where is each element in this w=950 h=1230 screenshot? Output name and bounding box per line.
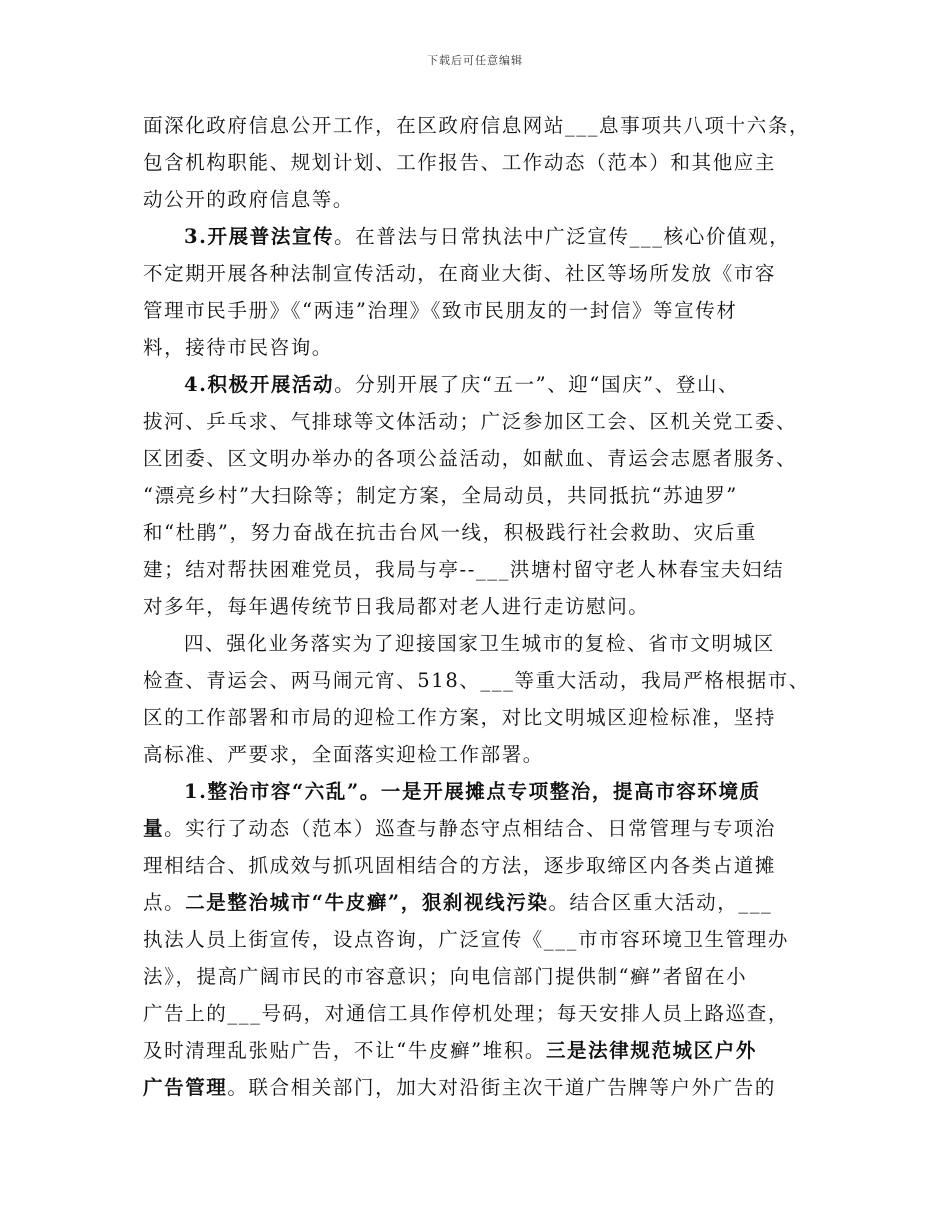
- text-line: [143, 218, 823, 255]
- page-header-note: 下载后可任意编辑: [427, 54, 523, 67]
- text-segment: 执法人员上街宣传，设点咨询，广泛宣传《___市市容环境卫生管理办: [143, 928, 789, 951]
- text-line: [143, 625, 823, 662]
- text-line: [143, 107, 823, 144]
- text-line: [143, 847, 823, 884]
- text-line: [143, 551, 823, 588]
- text-segment: 理相结合、抓成效与抓巩固相结合的方法，逐步取缔区内各类占道摊: [143, 854, 777, 877]
- text-segment: 广告上的___号码，对通信工具作停机处理；每天安排人员上路巡查，: [143, 1002, 789, 1025]
- text-line: [143, 810, 823, 847]
- text-segment: 。结合区重大活动，___: [548, 891, 773, 914]
- text-segment: 。实行了动态（范本）巡查与静态守点相结合、日常管理与专项治: [164, 817, 777, 840]
- text-segment: 四、强化业务落实为了迎接国家卫生城市的复检、省市文明城区: [184, 632, 775, 655]
- text-line: [143, 736, 823, 773]
- text-line: [143, 292, 823, 329]
- document-body: [143, 107, 823, 1106]
- text-line: [143, 773, 823, 810]
- bold-text-segment: 4.积极开展活动: [184, 373, 335, 396]
- text-segment: 。在普法与日常执法中广泛宣传___核心价值观，: [334, 225, 791, 248]
- text-line: [143, 440, 823, 477]
- bold-text-segment: 3.开展普法宣传: [184, 225, 335, 248]
- bold-text-segment: 量: [143, 817, 165, 840]
- text-segment: 。分别开展了庆“五一”、迎“国庆”、登山、: [334, 373, 740, 396]
- text-segment: 和“杜鹃”，努力奋战在抗击台风一线，积极践行社会救助、灾后重: [143, 521, 757, 544]
- text-segment: 面深化政府信息公开工作，在区政府信息网站___息事项共八项十六条，: [143, 114, 811, 137]
- text-segment: 建；结对帮扶困难党员，我局与亭--___洪塘村留守老人林春宝夫妇结: [143, 558, 785, 581]
- text-segment: 高标准、严要求，全面落实迎检工作部署。: [143, 743, 544, 766]
- text-segment: 对多年，每年遇传统节日我局都对老人进行走访慰问。: [143, 595, 650, 618]
- text-line: [143, 662, 823, 699]
- text-line: [143, 255, 823, 292]
- text-line: [143, 1032, 823, 1069]
- text-line: [143, 403, 823, 440]
- text-line: [143, 1069, 823, 1106]
- bold-text-segment: 二是整治城市“牛皮癣”，狠刹视线污染: [185, 891, 549, 914]
- text-segment: 。联合相关部门，加大对沿街主次干道广告牌等户外广告的: [227, 1076, 777, 1099]
- text-segment: 料，接待市民咨询。: [143, 336, 333, 359]
- text-segment: 法》，提高广阔市民的市容意识；向电信部门提供制“癣”者留在小: [143, 965, 748, 988]
- text-segment: 包含机构职能、规划计划、工作报告、工作动态（范本）和其他应主: [143, 151, 777, 174]
- bold-text-segment: 广告管理: [143, 1076, 228, 1099]
- text-line: [143, 995, 823, 1032]
- text-segment: 区的工作部署和市局的迎检工作方案，对比文明城区迎检标准，坚持: [143, 706, 777, 729]
- bold-text-segment: 1.整治市容“六乱”。一是开展摊点专项整治，提高市容环境质: [184, 780, 761, 803]
- text-segment: 拔河、乒乓求、气排球等文体活动；广泛参加区工会、区机关党工委、: [143, 410, 798, 433]
- text-segment: “漂亮乡村”大扫除等；制定方案，全局动员，共同抵抗“苏迪罗”: [143, 484, 738, 507]
- text-line: [143, 477, 823, 514]
- text-line: [143, 181, 823, 218]
- text-line: [143, 958, 823, 995]
- text-segment: 动公开的政府信息等。: [143, 188, 355, 211]
- text-segment: 点。: [143, 891, 186, 914]
- text-line: [143, 884, 823, 921]
- text-segment: 及时清理乱张贴广告，不让“牛皮癣”堆积。: [143, 1039, 546, 1062]
- text-line: [143, 588, 823, 625]
- text-segment: 管理市民手册》《“两违”治理》《致市民朋友的一封信》等宣传材: [143, 299, 738, 322]
- text-segment: 不定期开展各种法制宣传活动，在商业大街、社区等场所发放《市容: [143, 262, 777, 285]
- text-line: [143, 366, 823, 403]
- text-line: [143, 921, 823, 958]
- bold-text-segment: 三是法律规范城区户外: [545, 1039, 757, 1062]
- text-line: [143, 514, 823, 551]
- text-segment: 检查、青运会、两马闹元宵、518、___等重大活动，我局严格根据市、: [143, 669, 810, 692]
- text-segment: 区团委、区文明办举办的各项公益活动，如献血、青运会志愿者服务、: [143, 447, 798, 470]
- text-line: [143, 699, 823, 736]
- text-line: [143, 144, 823, 181]
- text-line: [143, 329, 823, 366]
